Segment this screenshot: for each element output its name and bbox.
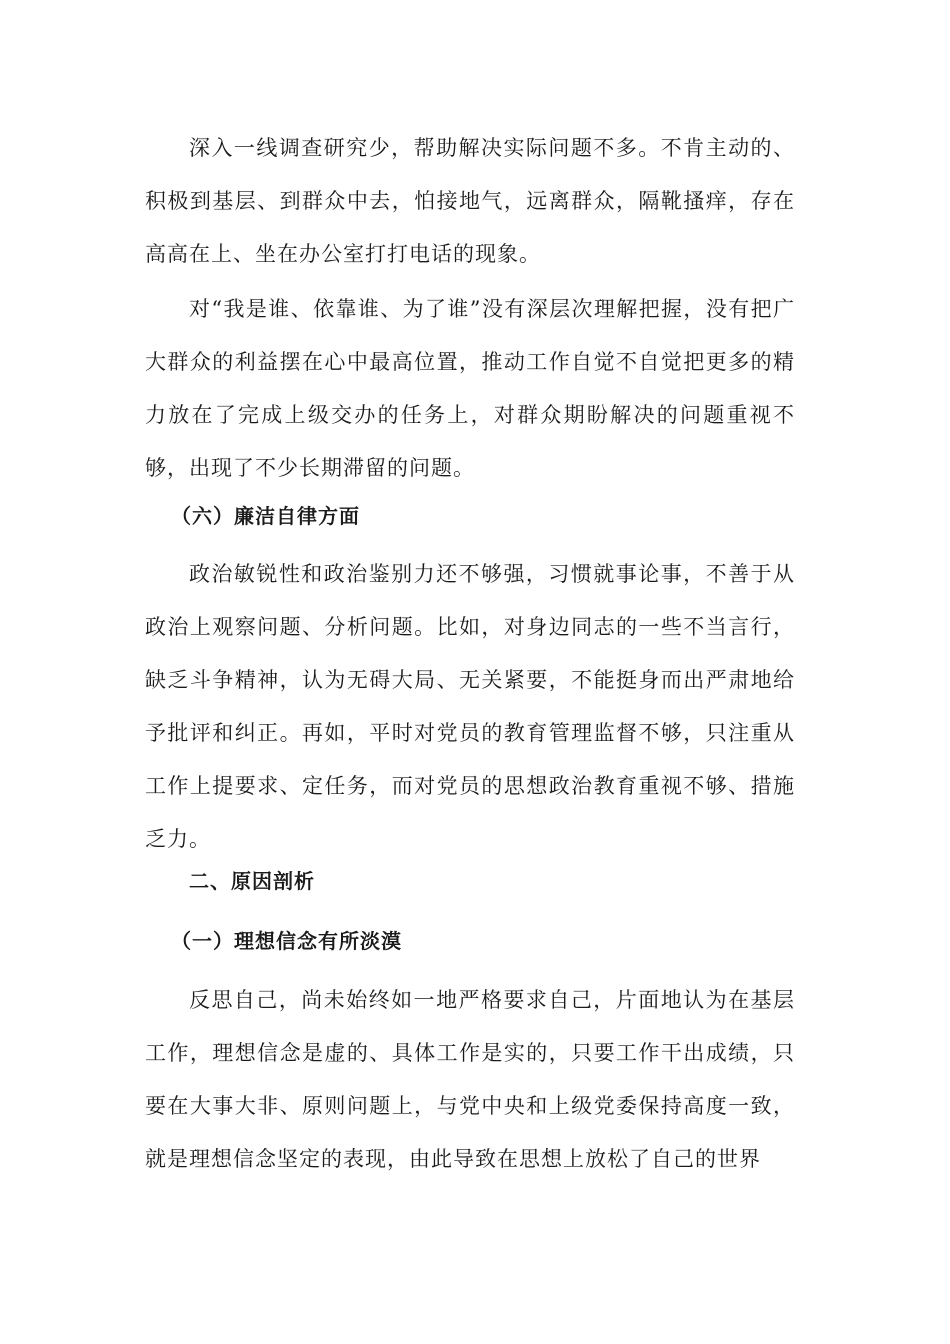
paragraph-block-4 [145, 974, 795, 1186]
paragraph-block-3 [145, 548, 795, 866]
section-heading-integrity: （六）廉洁自律方面 [171, 504, 360, 528]
paragraph-research: 深入一线调查研究少，帮助解决实际问题不多。不肯主动的、积极到基层、到群众中去，怕接地气，远离群众，隔靴搔痒，存在高高在上、坐在办公室打打电话的现象。 [145, 136, 795, 266]
section-heading-cause-analysis: 二、原因剖析 [189, 869, 315, 893]
paragraph-masses: 对“我是谁、依靠谁、为了谁”没有深层次理解把握，没有把广大群众的利益摆在心中最高位置，推动工作自觉不自觉把更多的精力放在了完成上级交办的任务上，对群众期盼解决的问题重视不够，出现了不少长期滞留的问题。 [145, 297, 795, 480]
paragraph-block-1 [145, 122, 795, 281]
paragraph-political: 政治敏锐性和政治鉴别力还不够强，习惯就事论事，不善于从政治上观察问题、分析问题。比如，对身边同志的一些不当言行，缺乏斗争精神，认为无碍大局、无关紧要，不能挺身而出严肃地给予批评和纠正。再如，平时对党员的教育管理监督不够，只注重从工作上提要求、定任务，而对党员的思想政治教育重视不够、措施乏力。 [145, 562, 795, 851]
section-heading-ideals: （一）理想信念有所淡漠 [171, 929, 402, 953]
paragraph-block-2 [145, 283, 795, 495]
paragraph-reflection: 反思自己，尚未始终如一地严格要求自己，片面地认为在基层工作，理想信念是虚的、具体工作是实的，只要工作干出成绩，只要在大事大非、原则问题上，与党中央和上级党委保持高度一致，就是理想信念坚定的表现，由此导致在思想上放松了自己的世界 [145, 988, 795, 1171]
